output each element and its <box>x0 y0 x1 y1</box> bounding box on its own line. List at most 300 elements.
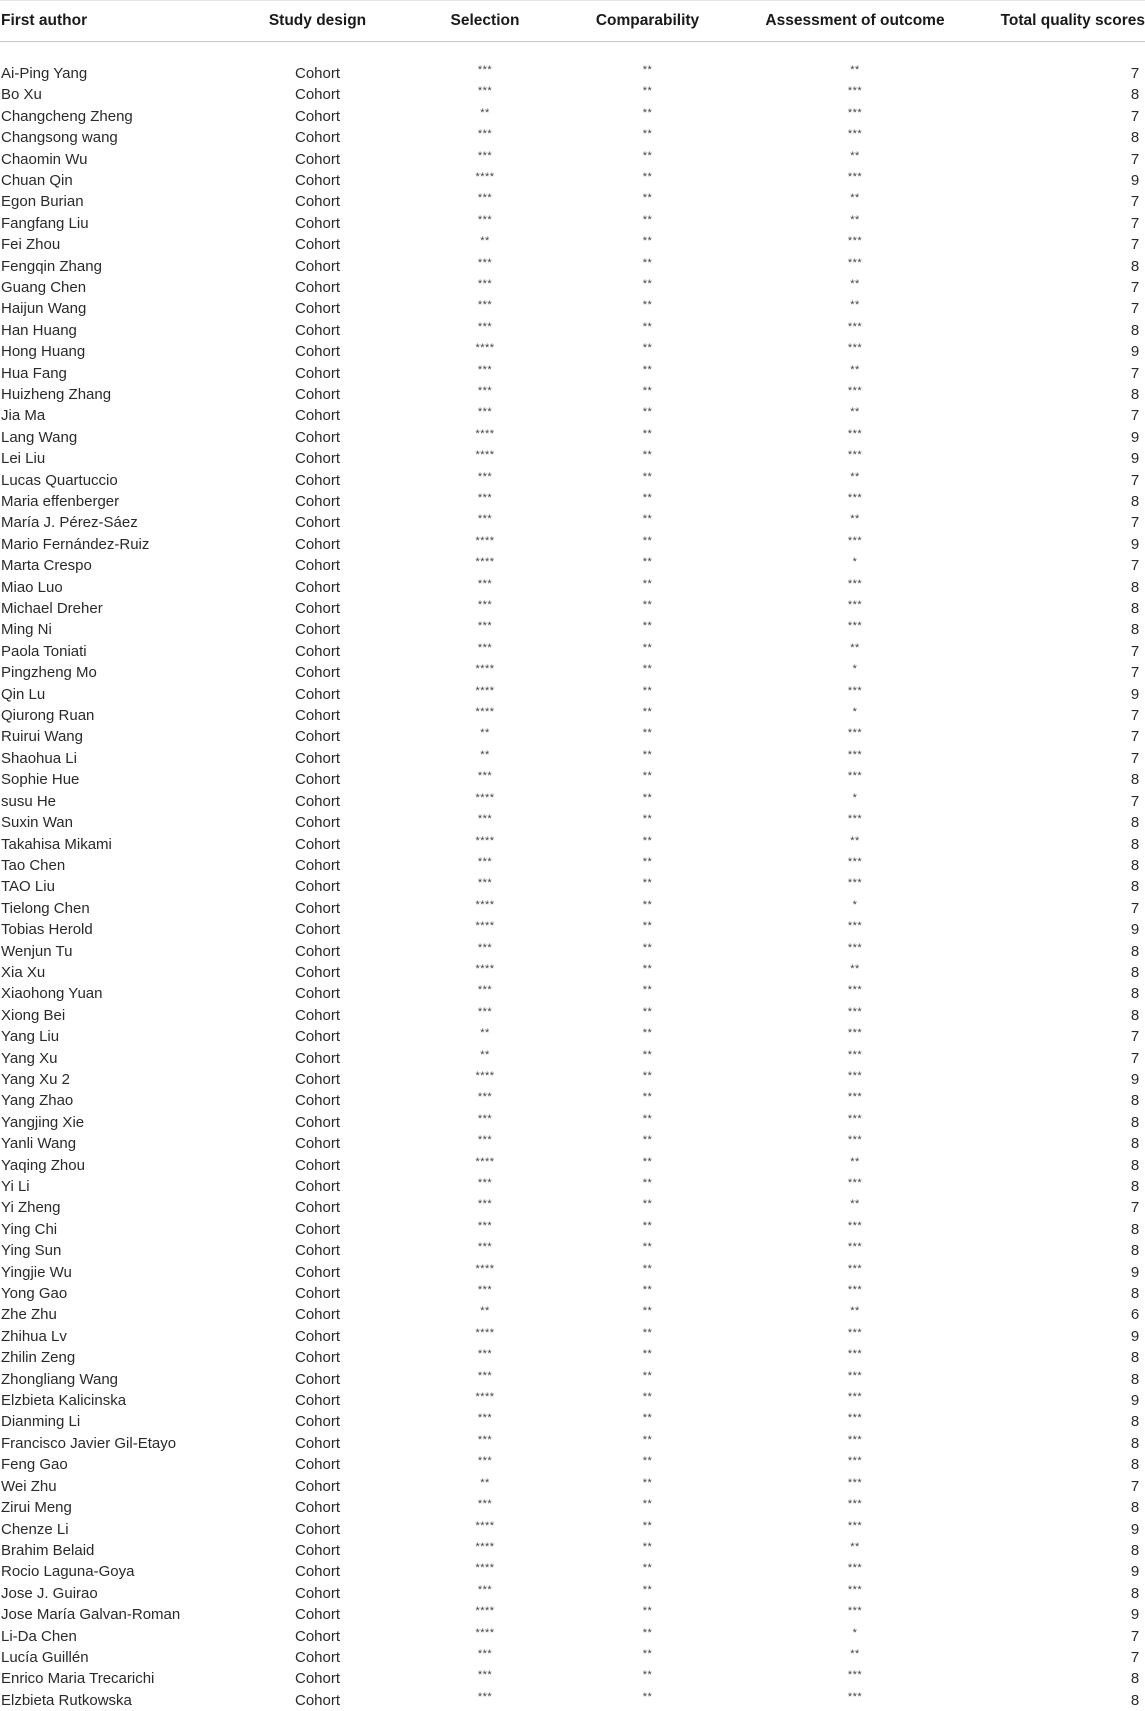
study-design-cell: Cohort <box>230 234 405 255</box>
author-cell: Zhihua Lv <box>0 1326 230 1347</box>
study-design-cell: Cohort <box>230 898 405 919</box>
comparability-cell: ** <box>565 1069 730 1090</box>
total-score-cell: 9 <box>980 1262 1145 1283</box>
total-score-cell: 8 <box>980 1240 1145 1261</box>
study-design-cell: Cohort <box>230 1668 405 1689</box>
table-row <box>0 577 1145 598</box>
table-row <box>0 1197 1145 1218</box>
study-design-cell: Cohort <box>230 84 405 105</box>
table-row <box>0 662 1145 683</box>
selection-cell: *** <box>405 84 565 105</box>
total-score-cell: 8 <box>980 876 1145 897</box>
assessment-cell: * <box>730 662 980 683</box>
assessment-cell: *** <box>730 1240 980 1261</box>
author-cell: Xiong Bei <box>0 1005 230 1026</box>
table-row <box>0 1026 1145 1047</box>
author-cell: Marta Crespo <box>0 555 230 576</box>
table-row <box>0 1005 1145 1026</box>
comparability-cell: ** <box>565 1561 730 1582</box>
selection-cell: *** <box>405 1433 565 1454</box>
header-selection: Selection <box>405 1 565 42</box>
comparability-cell: ** <box>565 1647 730 1668</box>
total-score-cell: 8 <box>980 941 1145 962</box>
selection-cell: **** <box>405 684 565 705</box>
author-cell: Chaomin Wu <box>0 149 230 170</box>
total-score-cell: 8 <box>980 834 1145 855</box>
total-score-cell: 7 <box>980 1026 1145 1047</box>
assessment-cell: *** <box>730 855 980 876</box>
study-design-cell: Cohort <box>230 298 405 319</box>
total-score-cell: 7 <box>980 191 1145 212</box>
assessment-cell: *** <box>730 1133 980 1154</box>
study-design-cell: Cohort <box>230 812 405 833</box>
study-design-cell: Cohort <box>230 277 405 298</box>
author-cell: Enrico Maria Trecarichi <box>0 1668 230 1689</box>
table-row <box>0 1454 1145 1475</box>
table-row <box>0 1690 1145 1711</box>
study-design-cell: Cohort <box>230 1454 405 1475</box>
selection-cell: *** <box>405 405 565 426</box>
selection-cell: ** <box>405 1026 565 1047</box>
total-score-cell: 7 <box>980 213 1145 234</box>
comparability-cell: ** <box>565 491 730 512</box>
comparability-cell: ** <box>565 1519 730 1540</box>
selection-cell: ** <box>405 1304 565 1325</box>
table-row <box>0 427 1145 448</box>
total-score-cell: 9 <box>980 1069 1145 1090</box>
table-row <box>0 1647 1145 1668</box>
assessment-cell: ** <box>730 512 980 533</box>
comparability-cell: ** <box>565 1454 730 1475</box>
comparability-cell: ** <box>565 941 730 962</box>
comparability-cell: ** <box>565 1197 730 1218</box>
total-score-cell: 7 <box>980 149 1145 170</box>
author-cell: Suxin Wan <box>0 812 230 833</box>
study-design-cell: Cohort <box>230 684 405 705</box>
author-cell: Paola Toniati <box>0 641 230 662</box>
table-row <box>0 726 1145 747</box>
total-score-cell: 8 <box>980 1176 1145 1197</box>
comparability-cell: ** <box>565 555 730 576</box>
total-score-cell: 9 <box>980 1390 1145 1411</box>
author-cell: Fei Zhou <box>0 234 230 255</box>
selection-cell: **** <box>405 1069 565 1090</box>
study-design-cell: Cohort <box>230 662 405 683</box>
selection-cell: *** <box>405 63 565 84</box>
comparability-cell: ** <box>565 1005 730 1026</box>
author-cell: Feng Gao <box>0 1454 230 1475</box>
selection-cell: *** <box>405 1497 565 1518</box>
study-design-cell: Cohort <box>230 1647 405 1668</box>
table-row <box>0 84 1145 105</box>
total-score-cell: 7 <box>980 898 1145 919</box>
assessment-cell: ** <box>730 277 980 298</box>
total-score-cell: 8 <box>980 598 1145 619</box>
table-row <box>0 1304 1145 1325</box>
comparability-cell: ** <box>565 619 730 640</box>
assessment-cell: *** <box>730 427 980 448</box>
author-cell: Yanli Wang <box>0 1133 230 1154</box>
author-cell: Yang Zhao <box>0 1090 230 1111</box>
author-cell: Francisco Javier Gil-Etayo <box>0 1433 230 1454</box>
study-design-cell: Cohort <box>230 941 405 962</box>
selection-cell: *** <box>405 149 565 170</box>
comparability-cell: ** <box>565 1626 730 1647</box>
study-design-cell: Cohort <box>230 1112 405 1133</box>
assessment-cell: *** <box>730 1411 980 1432</box>
assessment-cell: *** <box>730 384 980 405</box>
study-design-cell: Cohort <box>230 1090 405 1111</box>
table-row <box>0 1262 1145 1283</box>
table-row <box>0 1390 1145 1411</box>
comparability-cell: ** <box>565 1048 730 1069</box>
total-score-cell: 8 <box>980 384 1145 405</box>
table-row <box>0 277 1145 298</box>
author-cell: Hua Fang <box>0 363 230 384</box>
assessment-cell: * <box>730 1626 980 1647</box>
table-row <box>0 363 1145 384</box>
assessment-cell: * <box>730 791 980 812</box>
comparability-cell: ** <box>565 149 730 170</box>
assessment-cell: *** <box>730 1369 980 1390</box>
assessment-cell: * <box>730 898 980 919</box>
total-score-cell: 7 <box>980 234 1145 255</box>
study-design-cell: Cohort <box>230 149 405 170</box>
header-assessment-of-outcome: Assessment of outcome <box>730 1 980 42</box>
selection-cell: *** <box>405 577 565 598</box>
selection-cell: **** <box>405 898 565 919</box>
total-score-cell: 8 <box>980 577 1145 598</box>
assessment-cell: * <box>730 555 980 576</box>
total-score-cell: 9 <box>980 534 1145 555</box>
table-row <box>0 1347 1145 1368</box>
table-row <box>0 341 1145 362</box>
table-row <box>0 748 1145 769</box>
study-design-cell: Cohort <box>230 470 405 491</box>
table-row <box>0 63 1145 84</box>
assessment-cell: *** <box>730 1390 980 1411</box>
total-score-cell: 8 <box>980 1690 1145 1711</box>
comparability-cell: ** <box>565 1433 730 1454</box>
assessment-cell: *** <box>730 1668 980 1689</box>
total-score-cell: 8 <box>980 1155 1145 1176</box>
selection-cell: *** <box>405 127 565 148</box>
comparability-cell: ** <box>565 577 730 598</box>
author-cell: Ruirui Wang <box>0 726 230 747</box>
study-design-cell: Cohort <box>230 1476 405 1497</box>
comparability-cell: ** <box>565 684 730 705</box>
study-design-cell: Cohort <box>230 1626 405 1647</box>
assessment-cell: *** <box>730 941 980 962</box>
assessment-cell: *** <box>730 876 980 897</box>
assessment-cell: *** <box>730 577 980 598</box>
total-score-cell: 8 <box>980 1454 1145 1475</box>
table-row <box>0 619 1145 640</box>
comparability-cell: ** <box>565 1176 730 1197</box>
comparability-cell: ** <box>565 1133 730 1154</box>
author-cell: Lucas Quartuccio <box>0 470 230 491</box>
selection-cell: **** <box>405 448 565 469</box>
comparability-cell: ** <box>565 662 730 683</box>
assessment-cell: ** <box>730 63 980 84</box>
table-row <box>0 256 1145 277</box>
total-score-cell: 8 <box>980 1005 1145 1026</box>
study-design-cell: Cohort <box>230 962 405 983</box>
total-score-cell: 8 <box>980 769 1145 790</box>
study-design-cell: Cohort <box>230 1326 405 1347</box>
assessment-cell: ** <box>730 149 980 170</box>
assessment-cell: *** <box>730 1176 980 1197</box>
author-cell: Tobias Herold <box>0 919 230 940</box>
total-score-cell: 7 <box>980 1197 1145 1218</box>
assessment-cell: *** <box>730 1519 980 1540</box>
author-cell: Han Huang <box>0 320 230 341</box>
assessment-cell: *** <box>730 1326 980 1347</box>
author-cell: Lucía Guillén <box>0 1647 230 1668</box>
assessment-cell: *** <box>730 812 980 833</box>
comparability-cell: ** <box>565 127 730 148</box>
author-cell: Ming Ni <box>0 619 230 640</box>
assessment-cell: * <box>730 705 980 726</box>
assessment-cell: ** <box>730 213 980 234</box>
table-row <box>0 1240 1145 1261</box>
total-score-cell: 7 <box>980 1626 1145 1647</box>
total-score-cell: 8 <box>980 1411 1145 1432</box>
selection-cell: *** <box>405 191 565 212</box>
study-design-cell: Cohort <box>230 384 405 405</box>
total-score-cell: 7 <box>980 641 1145 662</box>
selection-cell: *** <box>405 1647 565 1668</box>
assessment-cell: *** <box>730 84 980 105</box>
comparability-cell: ** <box>565 876 730 897</box>
study-design-cell: Cohort <box>230 170 405 191</box>
table-row <box>0 1519 1145 1540</box>
assessment-cell: ** <box>730 1540 980 1561</box>
comparability-cell: ** <box>565 748 730 769</box>
study-design-cell: Cohort <box>230 1411 405 1432</box>
author-cell: Fengqin Zhang <box>0 256 230 277</box>
selection-cell: *** <box>405 812 565 833</box>
selection-cell: *** <box>405 598 565 619</box>
author-cell: Chenze Li <box>0 1519 230 1540</box>
assessment-cell: *** <box>730 234 980 255</box>
table-row <box>0 812 1145 833</box>
selection-cell: *** <box>405 470 565 491</box>
table-row <box>0 684 1145 705</box>
comparability-cell: ** <box>565 641 730 662</box>
table-row <box>0 470 1145 491</box>
assessment-cell: *** <box>730 769 980 790</box>
selection-cell: *** <box>405 363 565 384</box>
comparability-cell: ** <box>565 512 730 533</box>
author-cell: Zhongliang Wang <box>0 1369 230 1390</box>
study-design-cell: Cohort <box>230 983 405 1004</box>
total-score-cell: 9 <box>980 1604 1145 1625</box>
comparability-cell: ** <box>565 213 730 234</box>
total-score-cell: 8 <box>980 1540 1145 1561</box>
selection-cell: *** <box>405 1112 565 1133</box>
assessment-cell: *** <box>730 1262 980 1283</box>
table-row <box>0 191 1145 212</box>
comparability-cell: ** <box>565 962 730 983</box>
author-cell: Ai-Ping Yang <box>0 63 230 84</box>
author-cell: Takahisa Mikami <box>0 834 230 855</box>
selection-cell: *** <box>405 320 565 341</box>
total-score-cell: 8 <box>980 1668 1145 1689</box>
table-row <box>0 1583 1145 1604</box>
table-header <box>0 1 1145 42</box>
total-score-cell: 8 <box>980 1369 1145 1390</box>
author-cell: Lang Wang <box>0 427 230 448</box>
assessment-cell: *** <box>730 320 980 341</box>
table-row <box>0 983 1145 1004</box>
study-design-cell: Cohort <box>230 405 405 426</box>
table-row <box>0 491 1145 512</box>
total-score-cell: 8 <box>980 1583 1145 1604</box>
assessment-cell: *** <box>730 106 980 127</box>
selection-cell: *** <box>405 277 565 298</box>
total-score-cell: 9 <box>980 1561 1145 1582</box>
comparability-cell: ** <box>565 277 730 298</box>
author-cell: Bo Xu <box>0 84 230 105</box>
table-row <box>0 1326 1145 1347</box>
study-design-cell: Cohort <box>230 919 405 940</box>
total-score-cell: 7 <box>980 277 1145 298</box>
comparability-cell: ** <box>565 919 730 940</box>
table-row <box>0 1540 1145 1561</box>
comparability-cell: ** <box>565 1390 730 1411</box>
study-design-cell: Cohort <box>230 63 405 84</box>
study-design-cell: Cohort <box>230 1176 405 1197</box>
selection-cell: **** <box>405 1626 565 1647</box>
assessment-cell: ** <box>730 298 980 319</box>
table-row <box>0 1219 1145 1240</box>
author-cell: Tao Chen <box>0 855 230 876</box>
assessment-cell: *** <box>730 1497 980 1518</box>
comparability-cell: ** <box>565 1369 730 1390</box>
total-score-cell: 7 <box>980 662 1145 683</box>
table-row <box>0 127 1145 148</box>
table-row <box>0 213 1145 234</box>
comparability-cell: ** <box>565 84 730 105</box>
author-cell: Yang Xu 2 <box>0 1069 230 1090</box>
table-row <box>0 1668 1145 1689</box>
study-design-cell: Cohort <box>230 876 405 897</box>
comparability-cell: ** <box>565 791 730 812</box>
table-row <box>0 769 1145 790</box>
study-design-cell: Cohort <box>230 1304 405 1325</box>
author-cell: Ying Chi <box>0 1219 230 1240</box>
table-row <box>0 791 1145 812</box>
author-cell: Sophie Hue <box>0 769 230 790</box>
table-row <box>0 1069 1145 1090</box>
comparability-cell: ** <box>565 1240 730 1261</box>
table-row <box>0 1626 1145 1647</box>
selection-cell: *** <box>405 1411 565 1432</box>
table-row <box>0 170 1145 191</box>
assessment-cell: *** <box>730 1048 980 1069</box>
assessment-cell: *** <box>730 341 980 362</box>
total-score-cell: 9 <box>980 919 1145 940</box>
comparability-cell: ** <box>565 427 730 448</box>
comparability-cell: ** <box>565 320 730 341</box>
header-spacer <box>0 42 1145 63</box>
assessment-cell: ** <box>730 1647 980 1668</box>
table-row <box>0 1176 1145 1197</box>
selection-cell: *** <box>405 298 565 319</box>
header-first-author: First author <box>0 1 230 42</box>
selection-cell: *** <box>405 1454 565 1475</box>
author-cell: Wei Zhu <box>0 1476 230 1497</box>
selection-cell: *** <box>405 1005 565 1026</box>
study-design-cell: Cohort <box>230 127 405 148</box>
selection-cell: ** <box>405 748 565 769</box>
total-score-cell: 7 <box>980 748 1145 769</box>
selection-cell: *** <box>405 876 565 897</box>
study-design-cell: Cohort <box>230 1519 405 1540</box>
study-design-cell: Cohort <box>230 256 405 277</box>
comparability-cell: ** <box>565 705 730 726</box>
assessment-cell: *** <box>730 1112 980 1133</box>
table-row <box>0 1112 1145 1133</box>
study-design-cell: Cohort <box>230 341 405 362</box>
comparability-cell: ** <box>565 534 730 555</box>
total-score-cell: 7 <box>980 726 1145 747</box>
total-score-cell: 8 <box>980 320 1145 341</box>
comparability-cell: ** <box>565 384 730 405</box>
author-cell: Xia Xu <box>0 962 230 983</box>
table-row <box>0 320 1145 341</box>
comparability-cell: ** <box>565 1668 730 1689</box>
selection-cell: *** <box>405 1668 565 1689</box>
assessment-cell: *** <box>730 256 980 277</box>
selection-cell: **** <box>405 705 565 726</box>
assessment-cell: ** <box>730 1155 980 1176</box>
comparability-cell: ** <box>565 769 730 790</box>
header-study-design: Study design <box>230 1 405 42</box>
total-score-cell: 7 <box>980 470 1145 491</box>
study-design-cell: Cohort <box>230 748 405 769</box>
study-design-cell: Cohort <box>230 1561 405 1582</box>
author-cell: susu He <box>0 791 230 812</box>
header-total-quality-scores: Total quality scores <box>980 1 1145 42</box>
total-score-cell: 7 <box>980 705 1145 726</box>
comparability-cell: ** <box>565 256 730 277</box>
author-cell: Jia Ma <box>0 405 230 426</box>
comparability-cell: ** <box>565 191 730 212</box>
assessment-cell: *** <box>730 1347 980 1368</box>
comparability-cell: ** <box>565 1411 730 1432</box>
total-score-cell: 9 <box>980 684 1145 705</box>
total-score-cell: 8 <box>980 1112 1145 1133</box>
author-cell: María J. Pérez-Sáez <box>0 512 230 533</box>
total-score-cell: 7 <box>980 791 1145 812</box>
table-row <box>0 941 1145 962</box>
assessment-cell: *** <box>730 1283 980 1304</box>
selection-cell: ** <box>405 1476 565 1497</box>
total-score-cell: 6 <box>980 1304 1145 1325</box>
table-row <box>0 555 1145 576</box>
table-row <box>0 1048 1145 1069</box>
comparability-cell: ** <box>565 170 730 191</box>
comparability-cell: ** <box>565 598 730 619</box>
table-row <box>0 1476 1145 1497</box>
table-row <box>0 855 1145 876</box>
table-row <box>0 1604 1145 1625</box>
assessment-cell: *** <box>730 1005 980 1026</box>
total-score-cell: 8 <box>980 1283 1145 1304</box>
table-row <box>0 919 1145 940</box>
